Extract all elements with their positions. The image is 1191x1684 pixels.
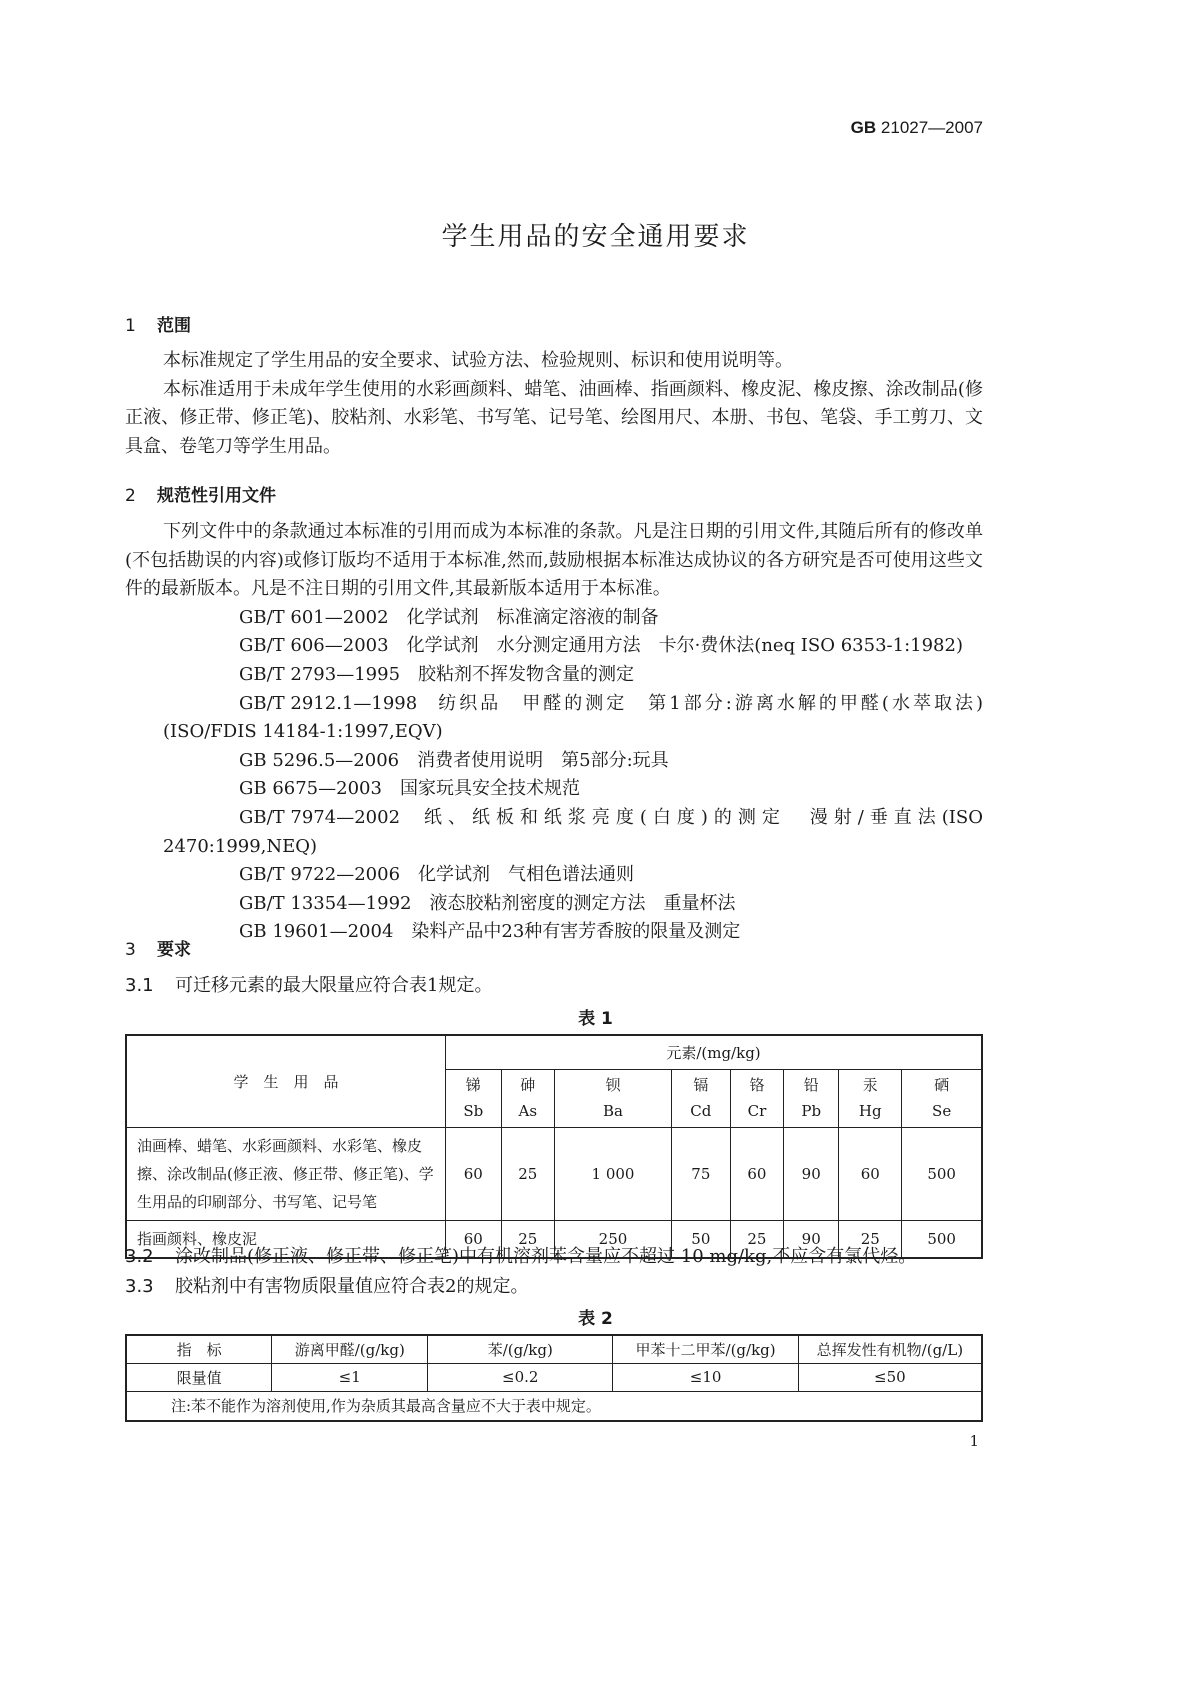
reference-item — [125, 690, 983, 747]
reference-item — [125, 775, 983, 804]
element-header — [501, 1069, 554, 1127]
limit-value-cell: 25 — [501, 1127, 554, 1220]
table-2-cell: ≤0.2 — [428, 1363, 613, 1391]
clause-3-2: 3.2 涂改制品(修正液、修正带、修正笔)中有机溶剂苯含量应不超过 10 mg/kg,不应含有氯代烃。 — [125, 1246, 917, 1267]
section-heading-1: 1 范围 — [125, 316, 191, 336]
limit-value-cell: 25 — [501, 1220, 554, 1258]
element-symbol: Ba — [603, 1102, 623, 1120]
table-2-caption: 表 2 — [578, 1309, 613, 1329]
section-1-body — [125, 347, 983, 461]
element-cn: 铅 — [803, 1076, 819, 1094]
limit-value-cell: 60 — [446, 1220, 502, 1258]
element-symbol: Cr — [747, 1102, 767, 1120]
table-2-cell: 限量值 — [126, 1363, 272, 1391]
limit-value-cell: 60 — [839, 1127, 902, 1220]
table-2-cell: ≤50 — [798, 1363, 982, 1391]
table-2-header: 指 标 — [126, 1335, 272, 1363]
reference-title: 纸、纸板和纸浆亮度(白度)的测定 漫射/垂直法(ISO 2470:1999,NEQ) — [163, 806, 983, 857]
reference-code: GB 5296.5—2006 — [239, 749, 400, 771]
table-1-caption: 表 1 — [578, 1009, 613, 1029]
limit-value-cell: 25 — [839, 1220, 902, 1258]
section-2-body — [125, 518, 983, 947]
paragraph: 本标准规定了学生用品的安全要求、试验方法、检验规则、标识和使用说明等。 — [163, 350, 793, 371]
items-cell: 指画颜料、橡皮泥 — [126, 1220, 446, 1258]
reference-title: 化学试剂 气相色谱法通则 — [418, 864, 635, 886]
reference-title: 液态胶粘剂密度的测定方法 重量杯法 — [429, 892, 736, 914]
table-2-header: 游离甲醛/(g/kg) — [272, 1335, 428, 1363]
element-header — [555, 1069, 672, 1127]
limit-value-cell: 75 — [671, 1127, 730, 1220]
table-2-header: 总挥发性有机物/(g/L) — [798, 1335, 982, 1363]
element-cn: 锑 — [465, 1076, 481, 1094]
limit-value-cell: 1 000 — [555, 1127, 672, 1220]
table-1 — [125, 1034, 983, 1259]
items-cell: 油画棒、蜡笔、水彩画颜料、水彩笔、橡皮擦、涂改制品(修正液、修正带、修正笔)、学生用品的印刷部分、书写笔、记号笔 — [126, 1127, 446, 1220]
reference-item — [125, 661, 983, 690]
element-header — [671, 1069, 730, 1127]
element-cn: 钡 — [605, 1076, 621, 1094]
table-2-cell: ≤1 — [272, 1363, 428, 1391]
standard-code: GB 21027—2007 — [850, 118, 983, 137]
element-header — [839, 1069, 902, 1127]
reference-item — [125, 918, 983, 947]
document-title: 学生用品的安全通用要求 — [441, 222, 750, 252]
section-heading-2: 2 规范性引用文件 — [125, 486, 276, 506]
reference-title: 胶粘剂不挥发物含量的测定 — [418, 663, 635, 685]
table-2-cell: ≤10 — [613, 1363, 798, 1391]
limit-value-cell: 50 — [671, 1220, 730, 1258]
limit-value-cell: 500 — [902, 1220, 982, 1258]
reference-item — [125, 890, 983, 919]
element-cn: 砷 — [520, 1076, 536, 1094]
reference-title: 染料产品中23种有害芳香胺的限量及测定 — [411, 921, 741, 943]
clause-3-1: 3.1 可迁移元素的最大限量应符合表1规定。 — [125, 975, 493, 996]
reference-code: GB 6675—2003 — [239, 778, 382, 800]
section-heading-3: 3 要求 — [125, 940, 191, 960]
reference-code: GB/T 601—2002 — [239, 606, 389, 628]
reference-code: GB/T 2793—1995 — [239, 663, 401, 685]
page-number: 1 — [969, 1432, 979, 1450]
element-cn: 汞 — [862, 1076, 878, 1094]
reference-item — [125, 861, 983, 890]
element-header — [730, 1069, 783, 1127]
limit-value-cell: 500 — [902, 1127, 982, 1220]
reference-item — [125, 632, 983, 661]
reference-code: GB/T 9722—2006 — [239, 864, 401, 886]
reference-item — [125, 747, 983, 776]
limit-value-cell: 250 — [555, 1220, 672, 1258]
items-header: 学 生 用 品 — [126, 1035, 446, 1127]
reference-code: GB/T 2912.1—1998 — [239, 692, 418, 714]
paragraph: 本标准适用于未成年学生使用的水彩画颜料、蜡笔、油画棒、指画颜料、橡皮泥、橡皮擦、涂改制品(修正液、修正带、修正笔)、胶粘剂、水彩笔、书写笔、记号笔、绘图用尺、本册、书包、笔袋、手工剪刀、文具盒、卷笔刀等学生用品。 — [125, 378, 983, 457]
limit-value-cell: 25 — [730, 1220, 783, 1258]
table-2-note: 注:苯不能作为溶剂使用,作为杂质其最高含量应不大于表中规定。 — [126, 1391, 982, 1421]
table-2-header: 苯/(g/kg) — [428, 1335, 613, 1363]
reference-title: 纺织品 甲醛的测定 第1部分:游离水解的甲醛(水萃取法)(ISO/FDIS 14184-1:1997,EQV) — [163, 692, 983, 743]
elements-group-header: 元素/(mg/kg) — [446, 1035, 983, 1069]
element-header — [902, 1069, 982, 1127]
reference-title: 国家玩具安全技术规范 — [399, 778, 580, 800]
reference-item — [125, 804, 983, 861]
element-header — [784, 1069, 839, 1127]
element-symbol: Hg — [858, 1102, 882, 1120]
element-symbol: As — [518, 1102, 538, 1120]
element-cn: 硒 — [934, 1076, 950, 1094]
reference-list — [125, 604, 983, 947]
reference-code: GB/T 7974—2002 — [239, 806, 401, 828]
table-2-header: 甲苯十二甲苯/(g/kg) — [613, 1335, 798, 1363]
clause-3-3: 3.3 胶粘剂中有害物质限量值应符合表2的规定。 — [125, 1276, 529, 1297]
element-header — [446, 1069, 502, 1127]
element-symbol: Pb — [801, 1102, 822, 1120]
element-cn: 镉 — [693, 1076, 709, 1094]
table-row — [126, 1127, 982, 1220]
reference-code: GB/T 606—2003 — [239, 635, 389, 657]
element-symbol: Cd — [690, 1102, 712, 1120]
element-symbol: Sb — [463, 1102, 484, 1120]
reference-title: 化学试剂 水分测定通用方法 卡尔·费休法(neq ISO 6353-1:1982) — [406, 635, 963, 657]
paragraph: 下列文件中的条款通过本标准的引用而成为本标准的条款。凡是注日期的引用文件,其随后所有的修改单(不包括勘误的内容)或修订版均不适用于本标准,然而,鼓励根据本标准达成协议的各方研究是否可使用这些文件的最新版本。凡是不注日期的引用文件,其最新版本适用于本标准。 — [125, 521, 983, 600]
limit-value-cell: 60 — [446, 1127, 502, 1220]
limit-value-cell: 60 — [730, 1127, 783, 1220]
element-cn: 铬 — [749, 1076, 765, 1094]
limit-value-cell: 90 — [784, 1220, 839, 1258]
reference-title: 消费者使用说明 第5部分:玩具 — [417, 749, 669, 771]
reference-item — [125, 604, 983, 633]
element-symbol: Se — [932, 1102, 952, 1120]
reference-code: GB 19601—2004 — [239, 921, 394, 943]
reference-code: GB/T 13354—1992 — [239, 892, 412, 914]
table-2 — [125, 1334, 983, 1422]
limit-value-cell: 90 — [784, 1127, 839, 1220]
reference-title: 化学试剂 标准滴定溶液的制备 — [406, 606, 659, 628]
